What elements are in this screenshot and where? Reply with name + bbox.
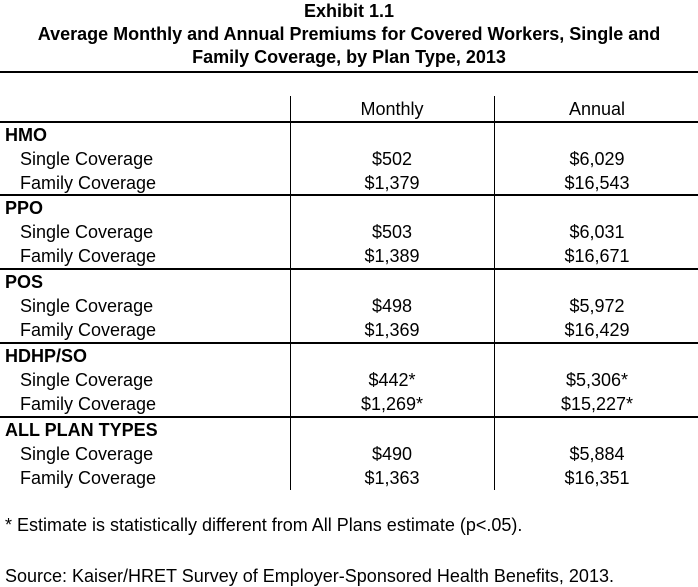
exhibit-title-line-2: Family Coverage, by Plan Type, 2013 [192,47,506,67]
monthly-premium: $1,363 [364,468,420,488]
exhibit-number: Exhibit 1.1 [303,1,395,21]
table-row [0,368,698,392]
monthly-premium: $490 [371,444,413,464]
table-row [0,294,698,318]
exhibit-title [0,0,698,69]
monthly-premium: $1,379 [364,173,420,193]
monthly-premium: $1,389 [364,246,420,266]
monthly-premium: $442* [368,370,416,390]
title-rule [0,71,698,73]
plan-group-name: ALL PLAN TYPES [5,420,158,440]
column-header-annual: Annual [568,99,626,119]
monthly-premium: $1,269* [360,394,424,414]
source-note: Source: Kaiser/HRET Survey of Employer-Sponsored Health Benefits, 2013. [5,566,614,586]
plan-group-all-plan-types [0,416,698,489]
row-label: Family Coverage [20,320,157,340]
row-label: Family Coverage [20,173,157,193]
row-label: Single Coverage [20,296,154,316]
table-row [0,466,698,490]
row-label: Single Coverage [20,149,154,169]
row-label: Family Coverage [20,394,157,414]
table-row [0,442,698,466]
plan-group-hmo [0,121,698,194]
annual-premium: $5,306* [565,370,629,390]
column-header-row [0,97,698,121]
row-label: Single Coverage [20,222,154,242]
plan-group-name: HMO [5,125,47,145]
column-header-monthly: Monthly [360,99,424,119]
exhibit-title-line-1: Average Monthly and Annual Premiums for Covered Workers, Single and [37,24,661,44]
annual-premium: $6,029 [569,149,625,169]
table-row [0,392,698,416]
annual-premium: $16,671 [564,246,630,266]
monthly-premium: $503 [371,222,413,242]
plan-group-name: HDHP/SO [5,346,88,366]
row-label: Family Coverage [20,468,157,488]
table-row [0,147,698,171]
plan-group-hdhp-so [0,342,698,415]
monthly-premium: $1,369 [364,320,420,340]
annual-premium: $5,884 [569,444,625,464]
annual-premium: $5,972 [569,296,625,316]
row-label: Family Coverage [20,246,157,266]
row-label: Single Coverage [20,370,154,390]
monthly-premium: $502 [371,149,413,169]
annual-premium: $15,227* [560,394,634,414]
annual-premium: $16,351 [564,468,630,488]
monthly-premium: $498 [371,296,413,316]
plan-group-ppo [0,194,698,267]
annual-premium: $16,429 [564,320,630,340]
plan-group-name: POS [5,272,44,292]
annual-premium: $6,031 [569,222,625,242]
table-row [0,220,698,244]
table-row [0,171,698,195]
plan-group-pos [0,268,698,341]
annual-premium: $16,543 [564,173,630,193]
footnote: * Estimate is statistically different from All Plans estimate (p<.05). [5,515,523,535]
row-label: Single Coverage [20,444,154,464]
table-row [0,244,698,268]
plan-group-name: PPO [5,198,44,218]
table-row [0,318,698,342]
